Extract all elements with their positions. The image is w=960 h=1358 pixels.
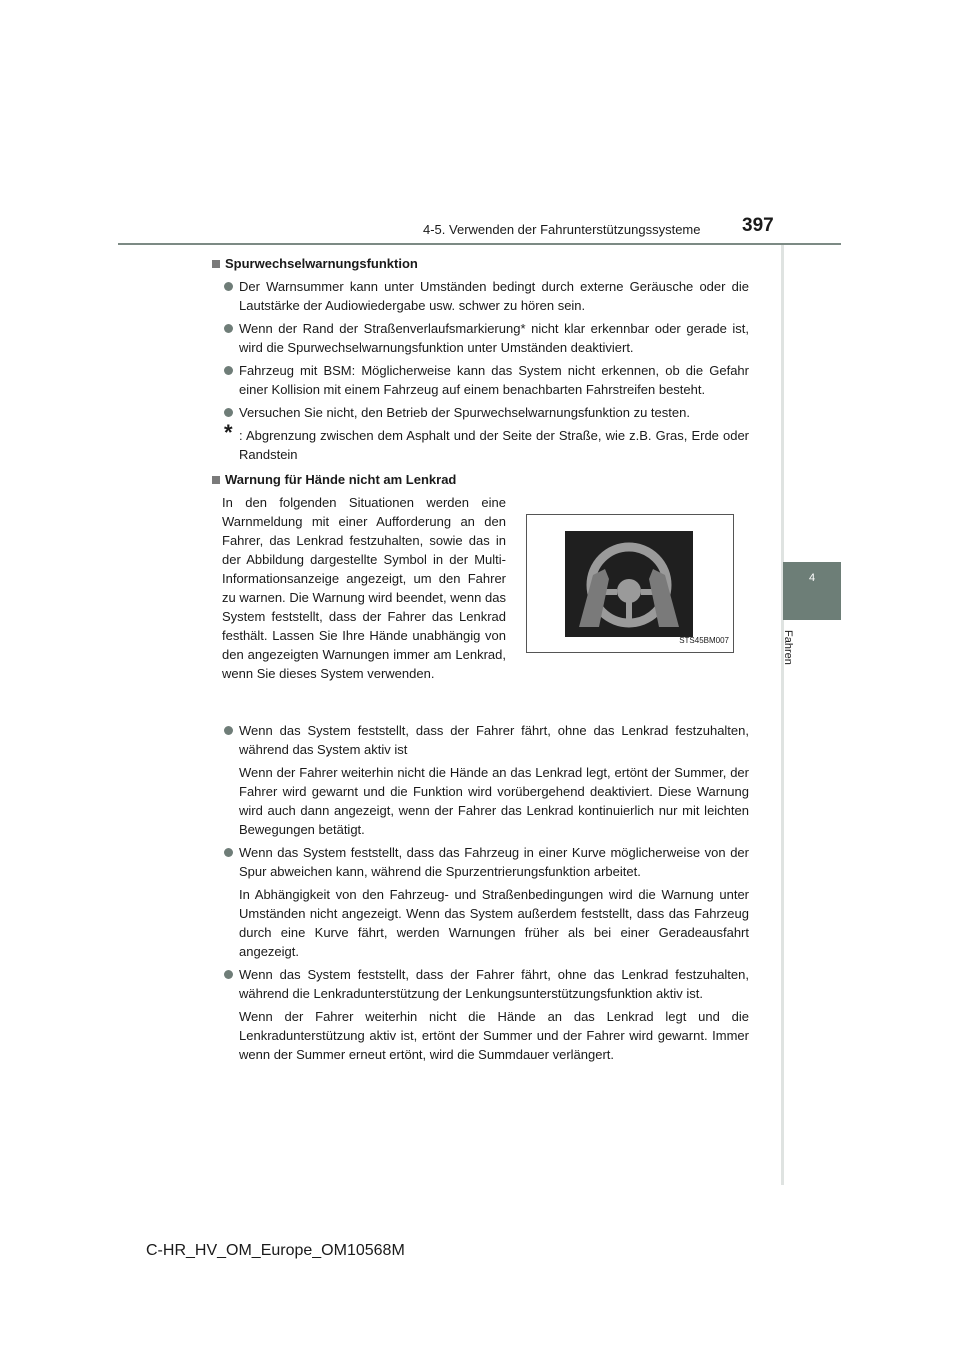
square-icon (212, 476, 220, 484)
warning-intro: In den folgenden Situationen werden eine Warnmeldung mit einer Aufforderung an den Fahrer, das Lenkrad festzuhalten, sowie das in der Abbildung dargestellte Symbol in der Multi-Informationsanzeige angezeigt, um den Fahrer zu warnen. Die Warnung wird beendet, wenn das System feststellt, dass der Fahrer das Lenkrad festhält. Lassen Sie Ihre Hände unabhängig von den angezeigten Warnungen immer am Lenkrad, wenn Sie dieses System verwenden. (222, 495, 506, 681)
bullet-dot-icon (224, 726, 233, 735)
chapter-tab (783, 562, 841, 620)
paragraph: In Abhängigkeit von den Fahrzeug- und Straßenbedingungen wird die Warnung unter Umständen nicht angezeigt. Wenn das System außerdem feststellt, dass das Fahrzeug durch eine Kurve fährt, werden Warnungen früher als bei einer Geradeausfahrt angezeigt. (239, 887, 749, 959)
figure-screen (565, 531, 693, 637)
square-icon (212, 260, 220, 268)
bullet-dot-icon (224, 848, 233, 857)
bullet-dot-icon (224, 408, 233, 417)
bullet-item: Fahrzeug mit BSM: Möglicherweise kann das System nicht erkennen, ob die Gefahr einer Kollision mit einem Fahrzeug auf einem benachbarten Fahrstreifen besteht. (212, 361, 749, 399)
bullet-dot-icon (224, 324, 233, 333)
bullet-dot-icon (224, 282, 233, 291)
section-title: Spurwechselwarnungsfunktion (212, 254, 749, 273)
figure (526, 514, 734, 653)
chapter-label-text: Fahren (782, 630, 794, 665)
bullet-item: Versuchen Sie nicht, den Betrieb der Spurwechselwarnungsfunktion zu testen. (212, 403, 749, 422)
warning-block (212, 493, 749, 717)
bullet-item: Wenn das System feststellt, dass der Fahrer fährt, ohne das Lenkrad festzuhalten, während die Lenkradunterstützung der Lenkungsunterstützungsfunktion aktiv ist. (212, 965, 749, 1003)
bullet-item: Wenn das System feststellt, dass der Fahrer fährt, ohne das Lenkrad festzuhalten, während das System aktiv ist (212, 721, 749, 759)
footer: C-HR_HV_OM_Europe_OM10568M (146, 1242, 405, 1259)
page-number: 397 (742, 215, 774, 236)
footnote: * : Abgrenzung zwischen dem Asphalt und der Seite der Straße, wie z.B. Gras, Erde oder Randstein (224, 420, 749, 462)
paragraph: Wenn der Fahrer weiterhin nicht die Hände an das Lenkrad legt, ertönt der Summer, der Fahrer wird gewarnt und die Funktion wird vorübergehend deaktiviert. Diese Warnung wird auch dann angezeigt, wenn der Fahrer das Lenkrad kontinuierlich nur mit leichten Bewegungen betätigt. (239, 765, 749, 837)
chapter-label (778, 628, 818, 688)
bullet-item: Wenn der Rand der Straßenverlaufsmarkierung* nicht klar erkennbar oder gerade ist, wird die Spurwechselwarnungsfunktion unter Umständen deaktiviert. (212, 319, 749, 357)
figure-code: STS45BM007 (679, 636, 729, 645)
hands-on-wheel-icon (565, 531, 693, 637)
chapter-number: 4 (808, 572, 816, 584)
content (212, 250, 749, 1064)
bullet-dot-icon (224, 970, 233, 979)
paragraph: Wenn der Fahrer weiterhin nicht die Hände an das Lenkrad legt und die Lenkradunterstützung aktiv ist, ertönt der Summer und der Fahrer wird gewarnt. Immer wenn der Summer erneut ertönt, wird die Summdauer verlängert. (239, 1009, 749, 1062)
header-title: 4-5. Verwenden der Fahrunterstützungssysteme (423, 222, 701, 237)
bullet-item: Wenn das System feststellt, dass das Fahrzeug in einer Kurve möglicherweise von der Spur abweichen kann, während die Spurzentrierungsfunktion arbeitet. (212, 843, 749, 881)
bullet-item: Der Warnsummer kann unter Umständen bedingt durch externe Geräusche oder die Lautstärke der Audiowiedergabe usw. schwer zu hören sein. (212, 277, 749, 315)
footnote-star: * (224, 420, 233, 445)
bullet-dot-icon (224, 366, 233, 375)
section-title: Warnung für Hände nicht am Lenkrad (212, 470, 749, 489)
header-rule (118, 243, 841, 245)
side-rule (781, 245, 784, 1185)
